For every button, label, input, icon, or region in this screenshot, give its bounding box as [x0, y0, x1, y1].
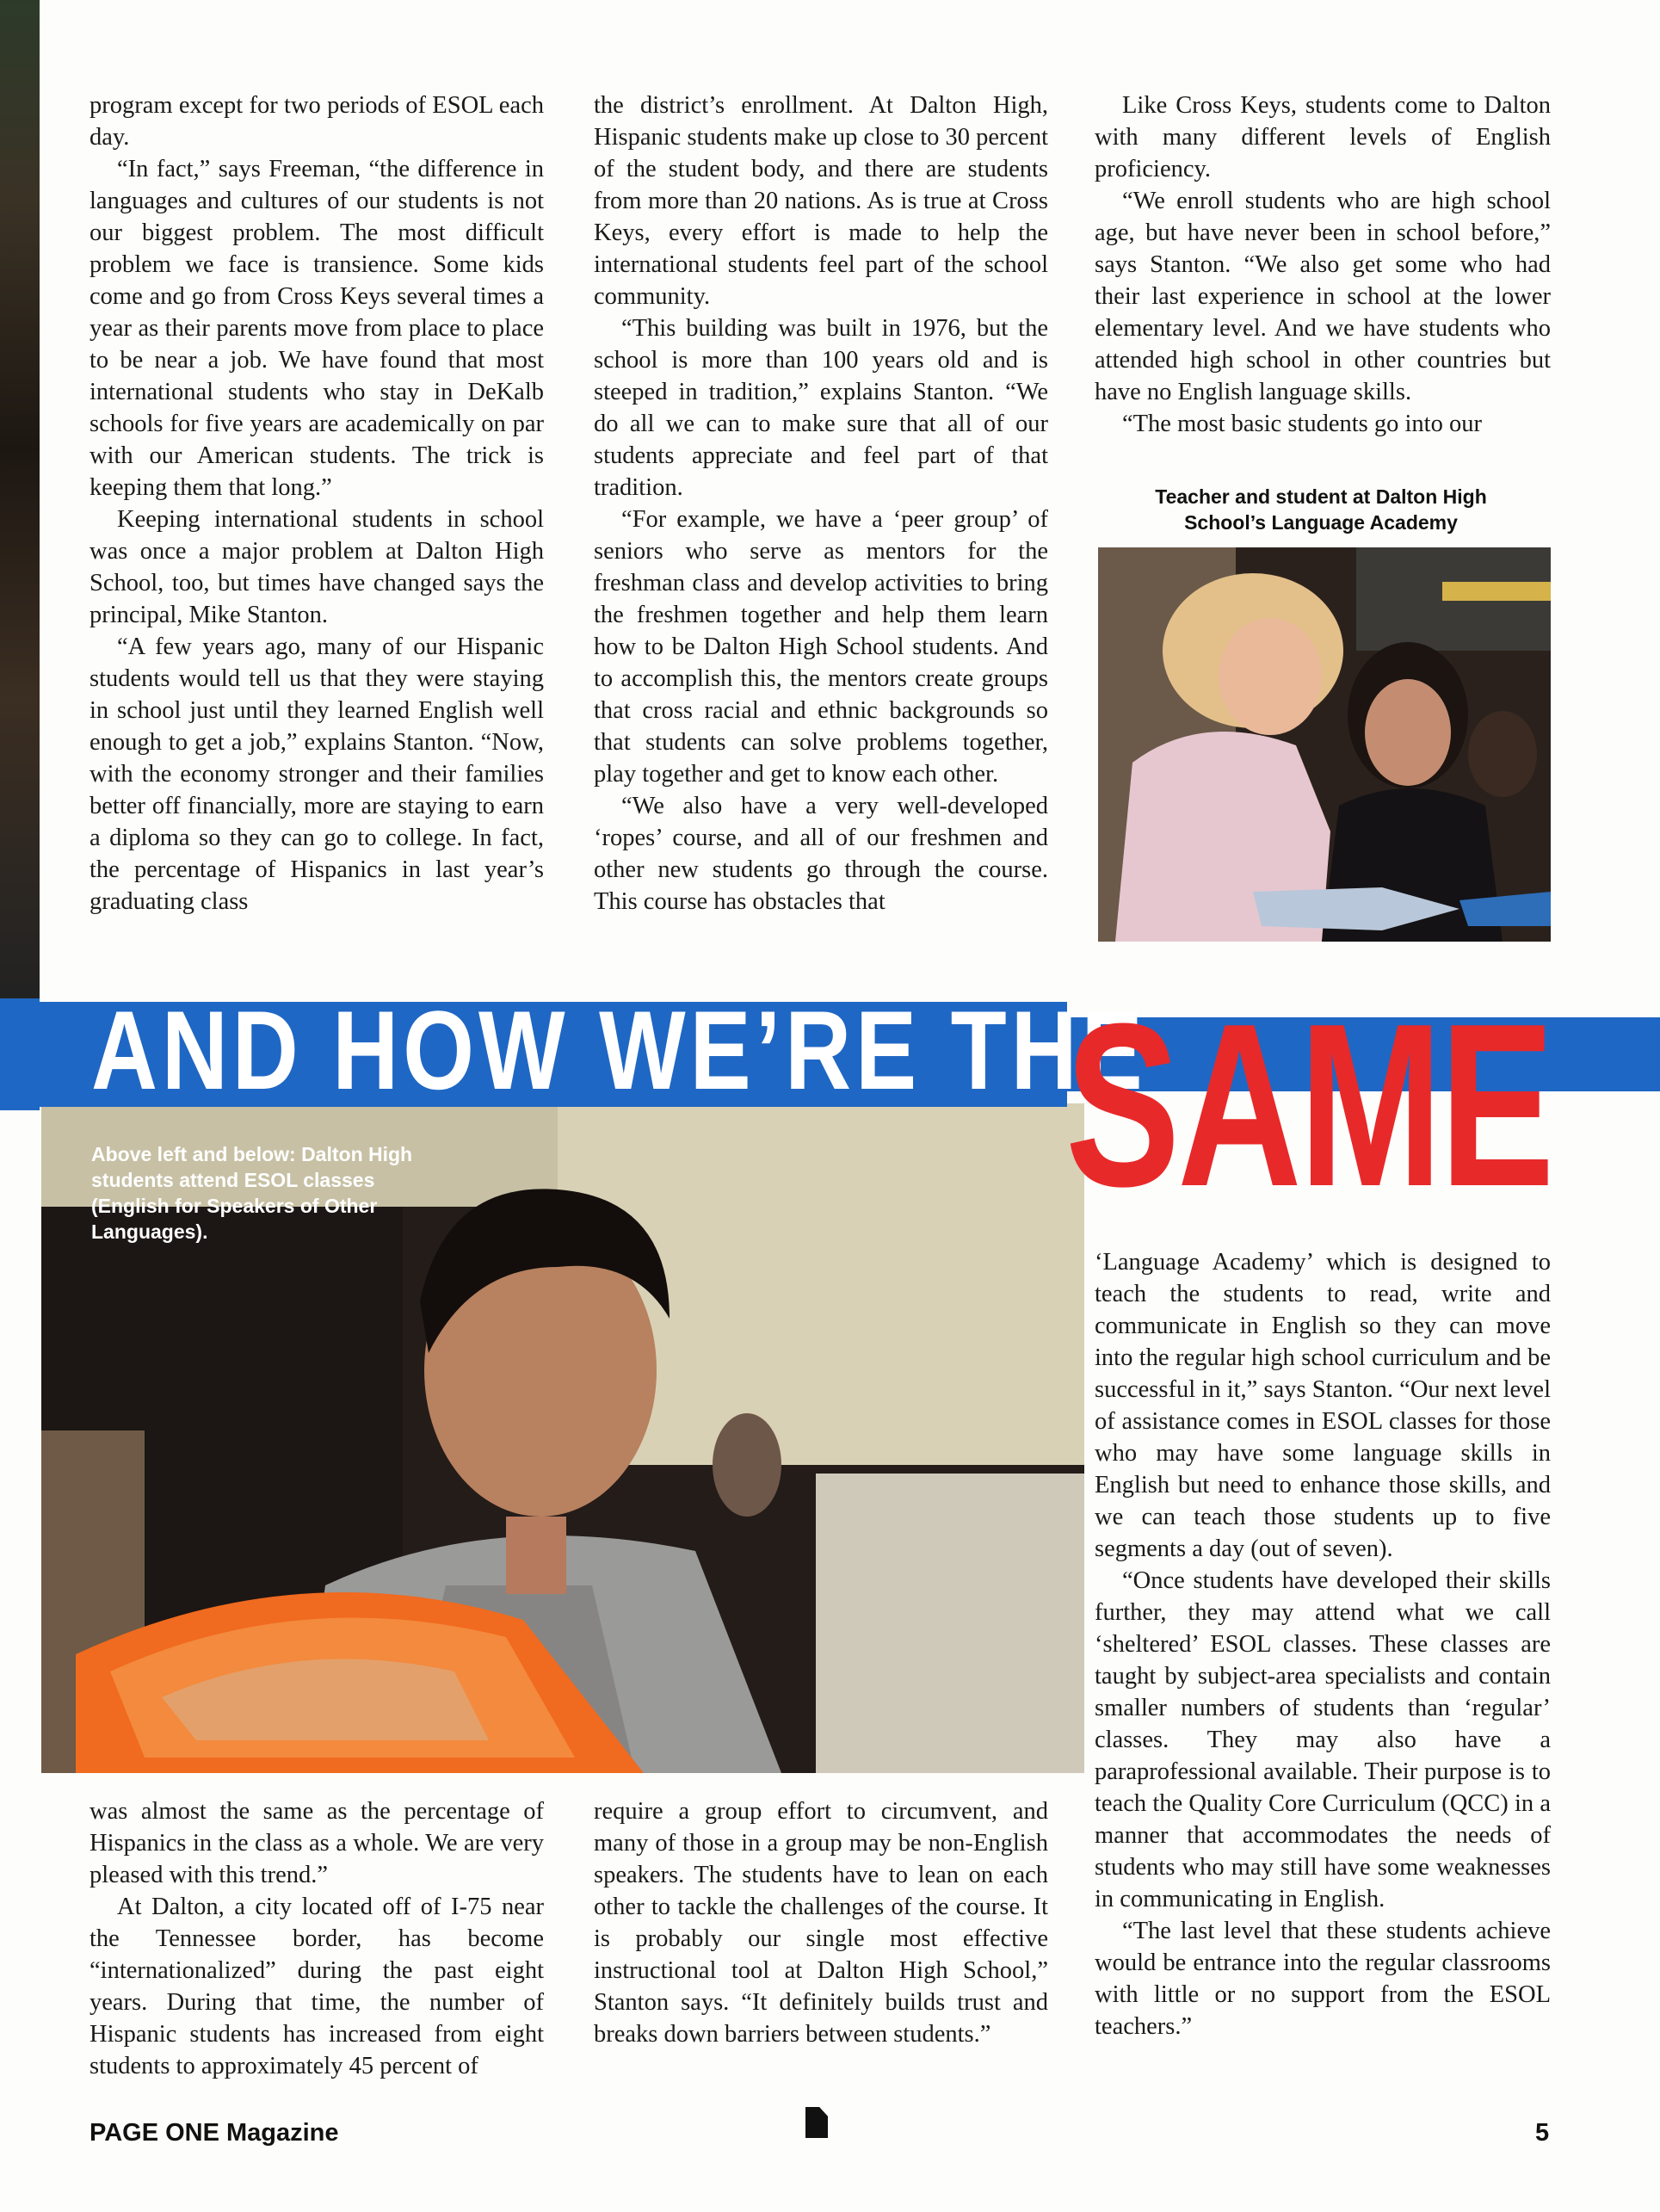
paragraph: “We also have a very well-developed ‘ropes’ course, and all of our freshmen and other new students go through the course. This course has obstacles that	[594, 793, 1048, 915]
paragraph: “This building was built in 1976, but the school is more than 100 years old and is steeped in tradition,” explains Stanton. “We do all we can to make sure that all of our students appreciate and feel part of that tradition.	[594, 315, 1048, 501]
paragraph: “In fact,” says Freeman, “the difference in languages and cultures of our students is not our biggest problem. The most difficult problem we face is transience. Some kids come and go from Cross Keys several times a year as their parents move from place to place to be near a job. We have found that most international students who stay in DeKalb schools for five years are academically on par with our American students. The trick is keeping them that long.”	[89, 156, 544, 501]
left-edge-photo-strip	[0, 0, 40, 998]
paragraph: Like Cross Keys, students come to Dalton with many different levels of English proficiency.	[1095, 92, 1551, 182]
paragraph: “Once students have developed their skills further, they may attend what we call ‘sheltered’ ESOL classes. These classes are taught by subject-area specialists and contain smaller numbers of students than ‘regular’ classes. They may also have a paraprofessional available. Their purpose is to teach the Quality Core Curriculum (QCC) in a manner that accommodates the needs of students who may still have some weaknesses in communicating in English.	[1095, 1567, 1551, 1912]
paragraph: Keeping international students in school was once a major problem at Dalton High School, too, but times have changed says the principal, Mike Stanton.	[89, 506, 544, 628]
paragraph: program except for two periods of ESOL each day.	[89, 92, 544, 151]
paragraph: require a group effort to circumvent, and many of those in a group may be non-English speakers. The students have to lean on each other to tackle the challenges of the course. It is probably our single most effective instructional tool at Dalton High School,” Stanton says. “It definitely builds trust and breaks down barriers between students.”	[594, 1798, 1048, 2048]
paragraph: “We enroll students who are high school age, but have never been in school before,” says Stanton. “We also get some who had their last experience in school at the lower elementary level. And we have students who attended high school in other countries but have no English language skills.	[1095, 188, 1551, 405]
paragraph: “A few years ago, many of our Hispanic students would tell us that they were staying in school just until they learned English well enough to get a job,” explains Stanton. “Now, with the economy stronger and their families better off financially, more are staying to earn a diploma so they can go to college. In fact, the percentage of Hispanics in last year’s graduating class	[89, 633, 544, 915]
footer-magazine-name: PAGE ONE Magazine	[89, 2119, 339, 2147]
article-column-right-lower	[1095, 1246, 1551, 2042]
teacher-and-student-photo	[1098, 547, 1551, 942]
photo-caption-top: Teacher and student at Dalton High School’s Language Academy	[1155, 485, 1487, 534]
paragraph: “For example, we have a ‘peer group’ of seniors who serve as mentors for the freshman class and develop activities to bring the freshmen together and help them learn how to be Dalton High School students. And to accomplish this, the mentors create groups that cross racial and ethnic backgrounds so that students can solve problems together, play together and get to know each other.	[594, 506, 1048, 788]
article-column-top-left	[89, 90, 544, 918]
paragraph: “The most basic students go into our	[1122, 411, 1482, 437]
article-column-top-right	[1095, 90, 1551, 440]
article-column-bottom-middle	[594, 1795, 1048, 2050]
photo-caption-main: Above left and below: Dalton High students attend ESOL classes (English for Speakers of Other Languages).	[91, 1143, 413, 1243]
paragraph: ‘Language Academy’ which is designed to teach the students to read, write and communicate in English so they can move into the regular high school curriculum and be successful in it,” says Stanton. “Our next level of assistance comes in ESOL classes for those who may have some language skills in English but need to enhance those skills, and we can teach those students up to five segments a day (out of seven).	[1095, 1249, 1551, 1562]
article-column-bottom-left	[89, 1795, 544, 2082]
paragraph: was almost the same as the percentage of Hispanics in the class as a whole. We are very pleased with this trend.”	[89, 1798, 544, 1888]
paragraph: At Dalton, a city located off of I-75 near the Tennessee border, has become “internationalized” during the past eight years. During that time, the number of Hispanic students has increased from eight students to approximately 45 percent of	[89, 1894, 544, 2079]
footer-page-number: 5	[1535, 2119, 1550, 2147]
article-column-top-middle	[594, 90, 1048, 918]
paragraph: the district’s enrollment. At Dalton High, Hispanic students make up close to 30 percent of the student body, and there are students from more than 20 nations. As is true at Cross Keys, every effort is made to help the international students feel part of the school community.	[594, 92, 1048, 310]
paragraph: “The last level that these students achieve would be entrance into the regular classrooms with little or no support from the ESOL teachers.”	[1095, 1918, 1551, 2040]
teacher-and-student-illustration	[1098, 547, 1551, 942]
end-mark-icon	[805, 2107, 828, 2138]
headline-emphasis-word: SAME	[1065, 976, 1552, 1235]
headline-text: AND HOW WE’RE THE	[91, 987, 1147, 1113]
